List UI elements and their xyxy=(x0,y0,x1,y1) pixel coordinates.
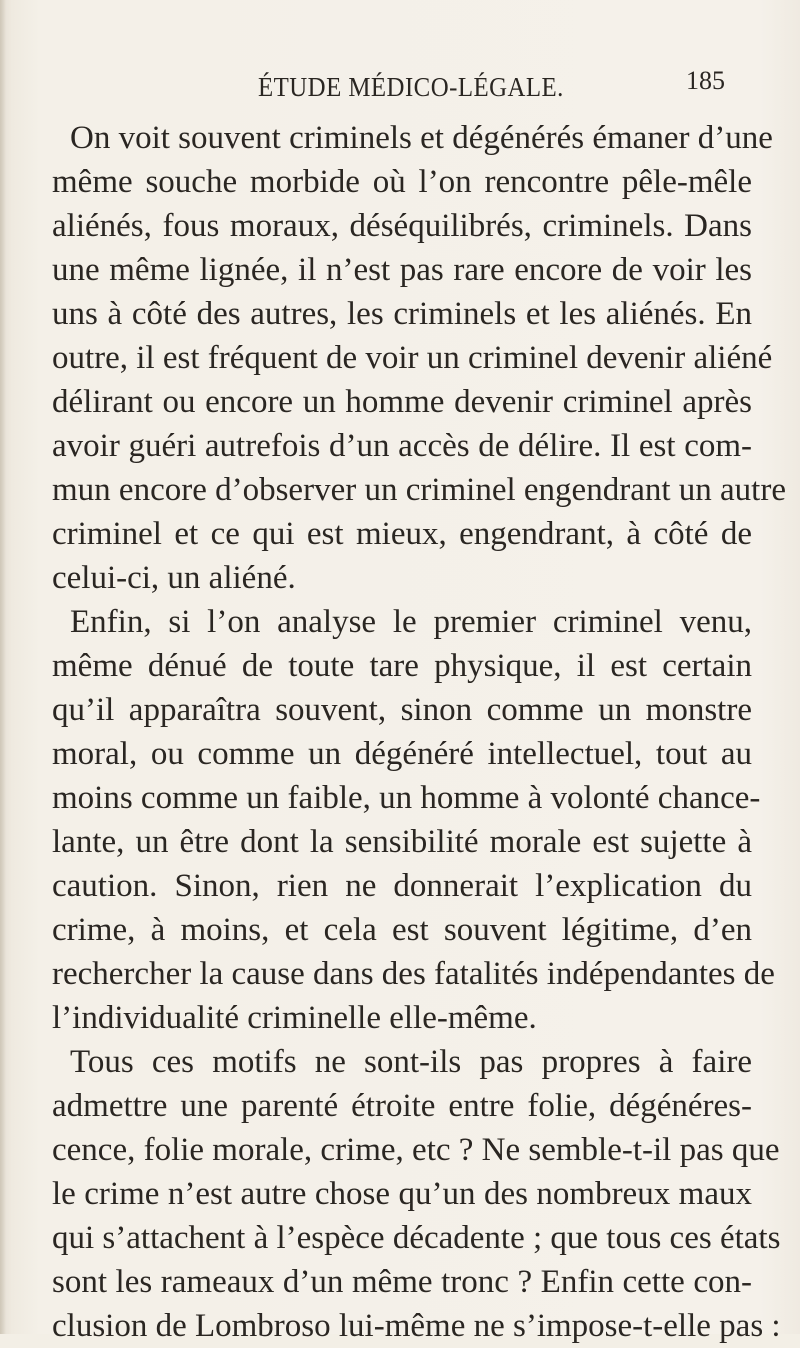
text-line: qui s’attachent à l’espèce décadente ; que tous ces états xyxy=(52,1220,781,1256)
text-line: avoir guéri autrefois d’un accès de délire. Il est com- xyxy=(52,428,752,464)
text-line: rechercher la cause dans des fatalités indépendantes de xyxy=(52,956,775,992)
text-line: uns à côté des autres, les criminels et les aliénés. En xyxy=(52,296,752,332)
page-header xyxy=(0,66,800,112)
text-line: cence, folie morale, crime, etc ? Ne semble-t-il pas que xyxy=(52,1132,780,1168)
text-line: lante, un être dont la sensibilité morale est sujette à xyxy=(52,824,752,860)
text-line: même souche morbide où l’on rencontre pêle-mêle xyxy=(52,164,752,200)
text-line: aliénés, fous moraux, déséquilibrés, criminels. Dans xyxy=(52,208,752,244)
text-line: celui-ci, un aliéné. xyxy=(52,560,296,596)
text-line: On voit souvent criminels et dégénérés émaner d’une xyxy=(70,120,773,156)
text-line: délirant ou encore un homme devenir criminel après xyxy=(52,384,752,420)
text-line: moins comme un faible, un homme à volonté chance- xyxy=(52,780,761,816)
text-line: une même lignée, il n’est pas rare encore de voir les xyxy=(52,252,752,288)
text-line: criminel et ce qui est mieux, engendrant, à côté de xyxy=(52,516,752,552)
text-line: clusion de Lombroso lui-même ne s’impose-t-elle pas : xyxy=(52,1308,781,1344)
text-line: admettre une parenté étroite entre folie, dégénéres- xyxy=(52,1088,752,1124)
text-line: l’individualité criminelle elle-même. xyxy=(52,1000,537,1036)
text-line: moral, ou comme un dégénéré intellectuel, tout au xyxy=(52,736,752,772)
text-line: caution. Sinon, rien ne donnerait l’explication du xyxy=(52,868,752,904)
text-line: Tous ces motifs ne sont-ils pas propres à faire xyxy=(70,1044,752,1080)
text-line: outre, il est fréquent de voir un criminel devenir aliéné xyxy=(52,340,773,376)
text-line: crime, à moins, et cela est souvent légitime, d’en xyxy=(52,912,752,948)
text-line: Enfin, si l’on analyse le premier criminel venu, xyxy=(70,604,752,640)
text-line: sont les rameaux d’un même tronc ? Enfin cette con- xyxy=(52,1264,752,1300)
text-line: mun encore d’observer un criminel engendrant un autre xyxy=(52,472,786,508)
page-number: 185 xyxy=(686,66,725,95)
text-line: qu’il apparaîtra souvent, sinon comme un monstre xyxy=(52,692,752,728)
running-head: ÉTUDE MÉDICO-LÉGALE. xyxy=(258,72,564,102)
text-line: le crime n’est autre chose qu’un des nombreux maux xyxy=(52,1176,752,1212)
text-line: même dénué de toute tare physique, il est certain xyxy=(52,648,752,684)
page-binding-edge xyxy=(0,0,6,1334)
